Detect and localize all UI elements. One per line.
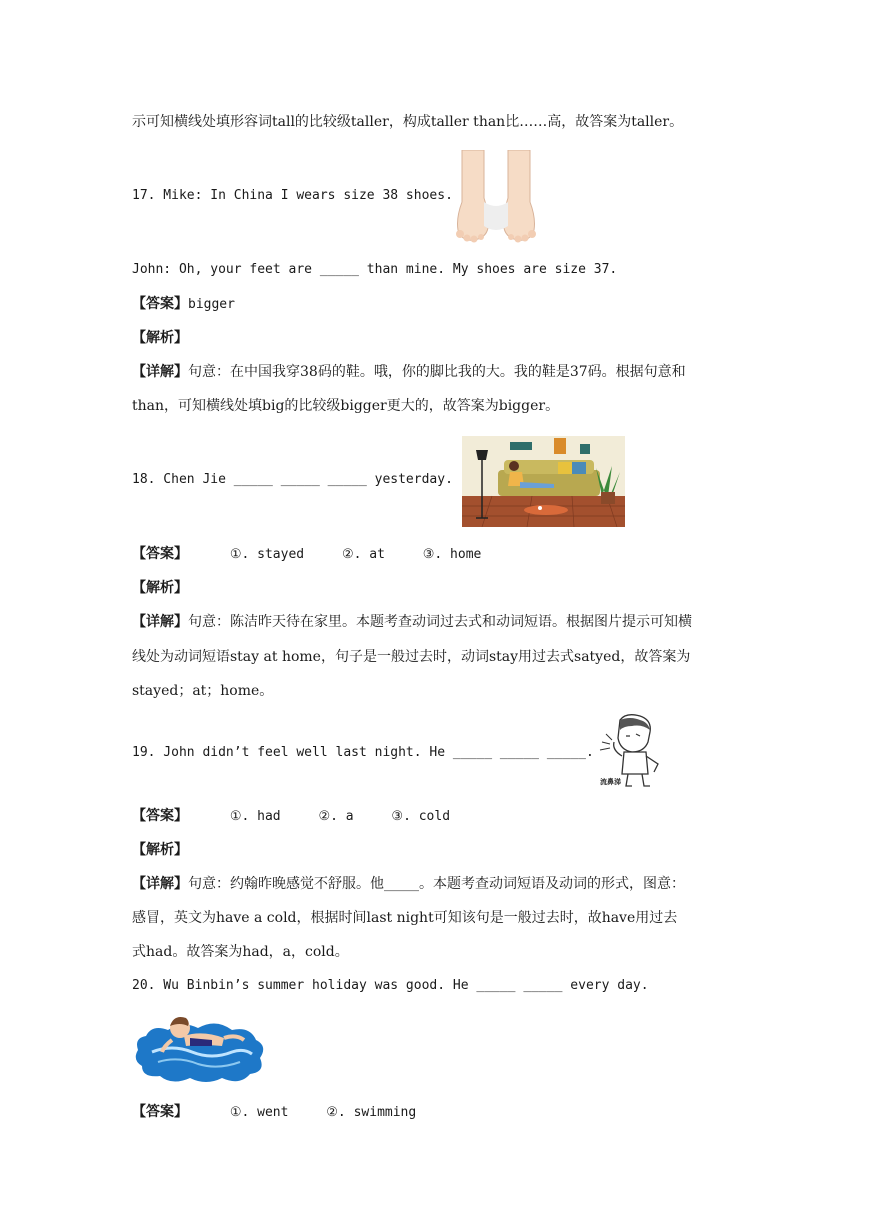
feet-illustration	[452, 150, 540, 244]
q18-answer	[132, 544, 739, 565]
answer-text: bigger	[188, 297, 235, 312]
answer-2: ②. a	[318, 809, 354, 824]
question-18: 18. Chen Jie _____ _____ _____ yesterday.	[132, 472, 453, 487]
sneeze-caption: 流鼻涕	[600, 778, 621, 786]
answer-1: ①. stayed	[229, 547, 305, 562]
q17-analysis-tag: 【解析】	[132, 330, 188, 346]
answer-2: ②. at	[341, 547, 385, 562]
living-room-illustration	[462, 436, 625, 527]
question-17-john-line: John: Oh, your feet are _____ than mine. My shoes are size 37.	[132, 262, 618, 277]
answer-2: ②. swimming	[326, 1105, 417, 1120]
sneezing-boy-illustration	[596, 712, 672, 792]
question-20: 20. Wu Binbin’s summer holiday was good. He _____ _____ every day.	[132, 978, 649, 993]
question-17: 17. Mike: In China I wears size 38 shoes.	[132, 188, 453, 203]
detail-text: 句意：陈洁昨天待在家里。本题考查动词过去式和动词短语。根据图片提示可知横	[188, 614, 692, 630]
q17-answer	[132, 294, 739, 315]
q19-answer	[132, 806, 739, 827]
answer-1: ①. went	[229, 1105, 289, 1120]
detail-tag: 【详解】	[132, 364, 188, 380]
swimming-boy-illustration	[132, 1010, 268, 1086]
detail-tag: 【详解】	[132, 614, 188, 630]
q19-detail-line-2: 感冒，英文为have a cold，根据时间last night可知该句是一般过去时，故have用过去	[132, 910, 678, 926]
q17-detail-line-1	[132, 362, 739, 382]
answer-tag: 【答案】	[132, 546, 188, 562]
q18-detail-line-1	[132, 612, 739, 632]
answer-tag: 【答案】	[132, 808, 188, 824]
answer-3: ③. cold	[391, 809, 451, 824]
q18-detail-line-2: 线处为动词短语stay at home，句子是一般过去时，动词stay用过去式satyed，故答案为	[132, 649, 691, 665]
detail-tag: 【详解】	[132, 876, 188, 892]
q19-detail-line-1	[132, 874, 739, 894]
intro-line: 示可知横线处填形容词tall的比较级taller，构成taller than比……高，故答案为taller。	[132, 114, 684, 130]
detail-text: 句意：约翰昨晚感觉不舒服。他_____。本题考查动词短语及动词的形式，图意：	[188, 876, 685, 892]
detail-text: 句意：在中国我穿38码的鞋。哦，你的脚比我的大。我的鞋是37码。根据句意和	[188, 364, 686, 380]
question-19: 19. John didn’t feel well last night. He _____ _____ _____.	[132, 745, 594, 760]
q17-detail-line-2: than，可知横线处填big的比较级bigger更大的，故答案为bigger。	[132, 398, 560, 414]
answer-tag: 【答案】	[132, 1104, 188, 1120]
q20-answer	[132, 1102, 739, 1123]
q18-analysis-tag: 【解析】	[132, 580, 188, 596]
answer-tag: 【答案】	[132, 296, 188, 312]
answer-1: ①. had	[229, 809, 281, 824]
q19-detail-line-3: 式had。故答案为had，a，cold。	[132, 944, 349, 960]
answer-3: ③. home	[422, 547, 482, 562]
q18-detail-line-3: stayed；at；home。	[132, 683, 274, 699]
q19-analysis-tag: 【解析】	[132, 842, 188, 858]
